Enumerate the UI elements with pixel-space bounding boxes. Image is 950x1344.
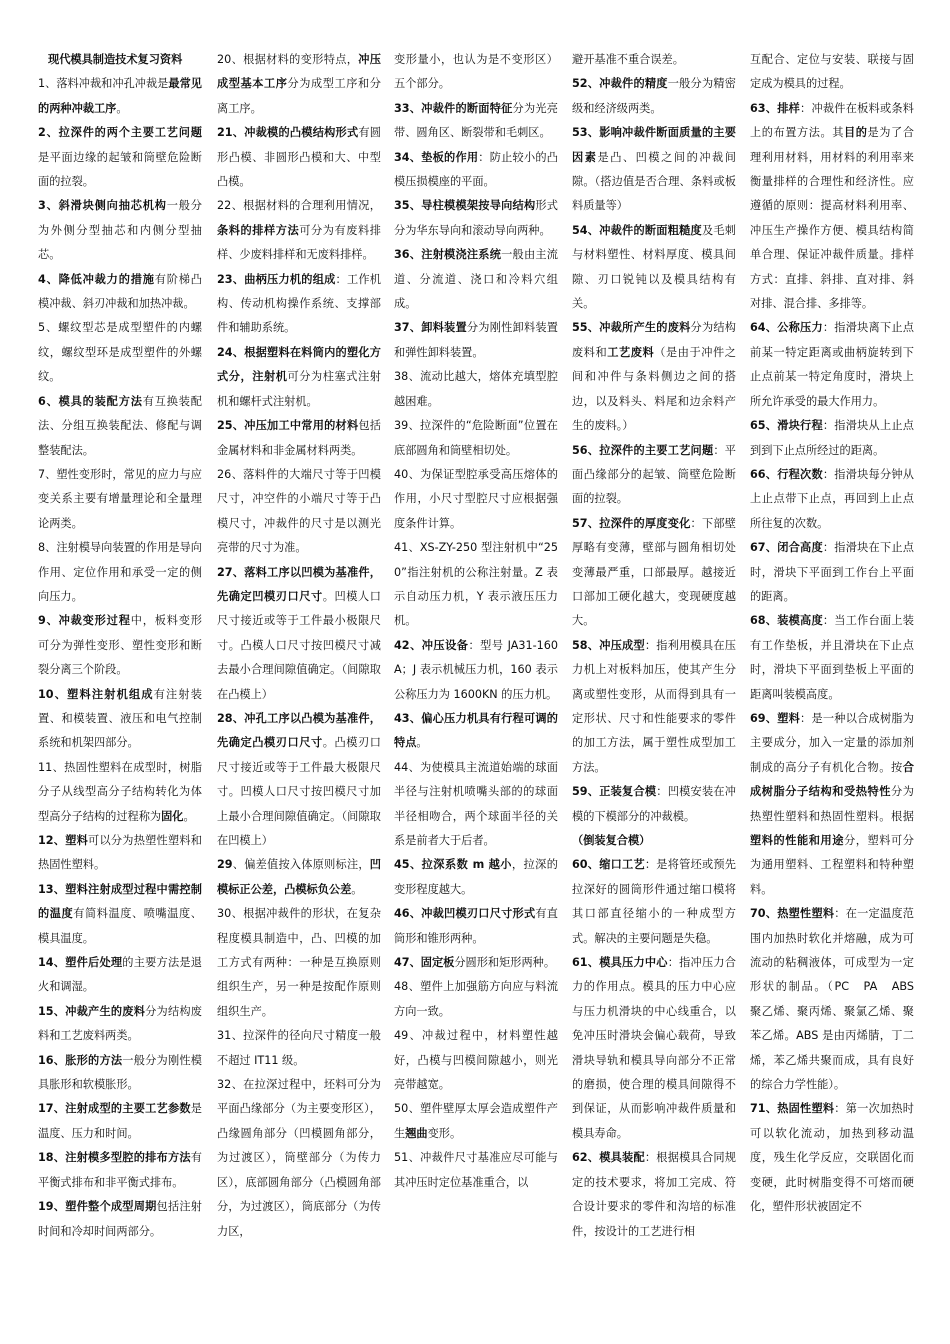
review-item [38,1000,202,1049]
review-item [38,756,202,829]
review-item [394,536,558,634]
body-text: 分为结构废料和工艺废料两类。 [38,1004,202,1043]
text-column-1 [38,48,202,1244]
body-text: 50、塑件壁厚太厚会造成塑件产生 [394,1102,558,1140]
body-text: 中，板料变形可分为弹性变形、塑性变形和断裂分离三个阶段。 [38,614,202,677]
key-term: 3、斜滑块侧向抽芯机构 [38,199,167,213]
review-item [38,829,202,878]
body-text: 分为结构废料和 [572,321,736,359]
review-item [217,341,381,414]
body-text: 分为成型工序和分离工序。 [217,77,381,115]
key-term: 53、影响冲裁件断面质量的主要因素 [572,126,736,164]
body-text: 30、根据冲裁件的形状，在复杂程度模具制造中，凸、凹模的加工方式有两种：一种是互换原则组织生产，另一种是按配作原则组织生产。 [217,907,381,1018]
body-text: 变形量小，也认为是不变形区）五个部分。 [394,53,558,91]
review-item [394,316,558,365]
body-text: ：工作机构、传动机构操作系统、支撑部件和辅助系统。 [217,272,381,335]
review-item [38,878,202,951]
review-item [217,463,381,561]
review-item [394,146,558,195]
body-text: 一般由主流道、分流道、浇口和冷料穴组成。 [394,248,558,311]
body-text: ：是将管坯或预先拉深好的圆筒形件通过缩口模将其口部直径缩小的一种成型方式。解决的主要问题是失稳。 [572,858,736,945]
key-term: （倒装复合模） [572,834,651,847]
review-item [394,48,558,97]
key-term: 59、正装复合模 [572,785,657,799]
review-item [394,853,558,902]
body-text: ：当工作台面上装有工作垫板，并且滑块在下止点时，滑块下平面到垫板上平面的距离叫装模高度。 [750,614,914,701]
body-text: 20、根据材料的变形特点， [217,53,359,66]
body-text: 5、螺纹型芯是成型塑件的内螺纹，螺纹型环是成型塑件的外螺纹。 [38,321,202,384]
key-term: 57、拉深件的厚度变化 [572,516,691,530]
body-text: 26、落料件的大端尺寸等于凹模尺寸，冲空件的小端尺寸等于凸模尺寸，冲裁件的尺寸是以测光亮带的尺寸为准。 [217,467,381,555]
body-text: 及毛刺与材料塑性、材料厚度、模具间隙、刃口锐钝以及模具结构有关。 [572,223,736,311]
body-text: 是温度、压力和时间。 [38,1102,202,1140]
review-item [750,707,914,902]
body-text: ：指利用模具在压力机上对板料加压，使其产生分离或塑性变形，从而得到具有一定形状、尺寸和性能要求的零件的加工方法，属于塑性成型加工方法。 [572,638,736,774]
text-column-2 [217,48,381,1244]
key-term: 33、冲裁件的断面特征 [394,101,513,115]
key-term: 56、拉深件的主要工艺问题 [572,443,714,457]
review-item [38,72,202,121]
body-text: 的主要方法是退火和调湿。 [38,956,202,994]
body-text: 可分为柱塞式注射机和螺杆式注射机。 [217,370,381,408]
body-text: 分为刚性卸料装置和弹性卸料装置。 [394,321,558,359]
body-text: 可以分为热塑性塑料和热固性塑料。 [38,834,202,872]
body-text: 、偏差值按入体原则标注， [232,858,370,872]
review-item [750,536,914,609]
text-column-4 [572,48,736,1244]
key-term: 16、胀形的方法 [38,1053,123,1067]
review-item [394,951,558,975]
review-item [38,268,202,317]
review-item [572,439,736,512]
key-term: 45、拉深系数 m 越小 [394,858,512,872]
body-text: ：指滑块离下止点前某一特定距离或曲柄旋转到下止点前某一特定角度时，滑块上所允许承受的最大作用力。 [750,321,914,408]
body-text: ：是一种以合成树脂为主要成分，加入一定量的添加剂制成的高分子有机化合物。按 [750,711,914,774]
body-text: 41、XS-ZY-250 型注射机中“250”指注射机的公称注射量。Z 表示自动压力机，Y 表示液压压力机。 [394,541,558,628]
review-item [572,72,736,121]
review-item [217,561,381,707]
body-text: 一般分为外侧分型抽芯和内侧分型抽芯。 [38,199,202,262]
review-item [217,707,381,853]
review-item [572,853,736,951]
review-item [394,902,558,951]
review-item [750,902,926,1097]
key-term: 66、行程次数 [750,467,823,481]
key-term: 63、排样 [750,101,801,115]
key-term: 61、模具压力中心 [572,956,668,970]
review-item [394,414,558,463]
body-text: 11、热固性塑料在成型时，树脂分子从线型高分子结构转化为体型高分子结构的过程称为 [38,760,202,823]
body-text: 变形。 [427,1126,462,1140]
body-text: 39、拉深件的“危险断面”位置在底部圆角和筒壁相切处。 [394,419,558,457]
review-item [750,97,914,317]
review-item [394,756,558,854]
key-term: 冲压成型基本工序 [217,53,381,91]
body-text: ：指冲压力合力的作用点。模具的压力中心应与压力机滑块的中心线重合，以免冲压时滑块会偏心载荷，导致滑块导轨和模具导向部分不正常的磨损，使合理的模具间隙得不到保证，从而影响冲裁件质量和模具寿命。 [572,956,736,1140]
text-column-3 [394,48,558,1195]
review-item [217,902,381,1024]
key-term: 29 [217,858,233,872]
review-item [750,463,914,536]
key-term: 2、拉深件的两个主要工艺问题 [38,126,202,140]
body-text: 。凹模人口尺寸接近或等于工件最小极限尺寸。凸模人口尺寸按凹模尺寸减去最小合理间隙值确定。（间隙取在凸模上） [217,589,381,701]
review-item [572,829,736,853]
key-term: 翘曲 [405,1126,428,1140]
key-term: 62、模具装配 [572,1151,645,1165]
body-text: 49、冲裁过程中，材料塑性越好，凸模与凹模间隙越小，则光亮带越宽。 [394,1029,558,1092]
review-item [572,219,736,317]
body-text: 包括金属材料和非金属材料两类。 [217,419,381,457]
body-text: 形式分为华东导向和滚动导向两种。 [394,199,558,237]
review-item [38,316,202,389]
review-item [217,1073,381,1244]
review-item [394,97,558,146]
body-text: 分为热塑性塑料和热固性塑料。根据 [750,785,914,823]
key-term: 24、根据塑料在料筒内的塑化方式分，注射机 [217,345,381,384]
body-text: 44、为使模具主流道始端的球面半径与注射机喷嘴头部的的球面半径相吻合，两个球面半径的关系是前者大于后者。 [394,760,558,847]
body-text: 48、塑件上加强筋方向应与料流方向一致。 [394,980,558,1018]
review-item [572,48,736,72]
key-term: 70、热塑性塑料 [750,907,835,921]
key-term: 18、注射模多型腔的排布方法 [38,1151,191,1165]
document-page [38,48,926,1328]
key-term: 25、冲压加工中常用的材料 [217,419,359,433]
review-item [38,194,202,267]
body-text: ：指滑块在下止点时，滑块下平面到工作台上平面的距离。 [750,541,914,603]
body-text: 。 [116,101,128,115]
body-text: 分为光亮带、圆角区、断裂带和毛刺区。 [394,101,558,140]
review-item [38,1049,202,1098]
review-item [38,536,202,609]
key-term: 54、冲裁件的断面粗糙度 [572,223,702,237]
review-item [38,121,202,194]
key-term: 27、落料工序以凹模为基准件，先确定凹模刃口尺寸 [217,565,381,603]
key-term: 58、冲压成型 [572,638,645,652]
review-item [38,1097,202,1146]
key-term: 34、垫板的作用 [394,150,479,164]
key-term: 64、公称压力 [750,321,823,335]
review-item [217,194,381,267]
key-term: 65、滑块行程 [750,419,823,433]
key-term: 43、偏心压力机具有行程可调的特点 [394,711,558,750]
body-text: 有互换装配法、分组互换装配法、修配与调整装配法。 [38,394,202,457]
review-item [750,48,914,97]
body-text: 8、注射模导向装置的作用是导向作用、定位作用和承受一定的侧向压力。 [38,541,202,603]
review-item [394,365,558,414]
review-item [394,1146,558,1195]
body-text: 有圆形凸模、非圆形凸模和大、中型凸模。 [217,126,381,189]
review-item [38,463,202,536]
body-text: 分，塑料可分为通用塑料、工程塑料和特种塑料。 [750,834,914,896]
body-text: 31、拉深件的径向尺寸精度一般不超过 IT11 级。 [217,1029,381,1067]
body-text: 分圆形和矩形两种。 [454,956,556,970]
body-text: 有阶梯凸模冲裁、斜刃冲裁和加热冲裁。 [38,272,202,311]
key-term: 12、塑料 [38,834,89,847]
key-term: 固化 [161,809,184,823]
body-text: 是凸、凹模之间的冲裁间隙。（搭边值是否合理、条料或板料质量等） [572,150,736,213]
key-term: 17、注射成型的主要工艺参数 [38,1102,191,1116]
text-column-5 [750,48,926,1220]
key-term: 14、塑件后处理 [38,956,123,970]
review-item [394,1024,558,1097]
key-term: 塑料的性能和用途 [750,834,845,847]
key-term: 凹模标正公差，凸模标负公差 [217,858,381,896]
key-term: 4、降低冲裁力的措施 [38,272,155,286]
key-term: 21、冲裁模的凸模结构形式 [217,126,359,140]
review-item [750,414,914,463]
key-term: 目的 [844,126,868,140]
review-item [217,48,381,121]
key-term: 工艺废料 [607,345,655,359]
body-text: ：下部壁厚略有变薄，壁部与圆角相切处变薄最严重，口部最厚。越接近口部加工硬化越大，变现硬度越大。 [572,516,736,628]
review-item [394,1097,558,1146]
body-text: 38、流动比越大，熔体充填型腔越困难。 [394,370,558,408]
body-text: 一般分为刚性模具胀形和软模胀形。 [38,1053,202,1092]
review-item [394,707,558,756]
key-term: 15、冲裁产生的废料 [38,1004,146,1018]
key-term: 55、冲裁所产生的废料 [572,321,691,335]
review-item [572,316,736,438]
body-text: 一般分为精密级和经济级两类。 [572,77,736,115]
review-item [394,463,558,536]
review-item [394,634,558,707]
body-text: ：指滑块每分钟从上止点带下止点，再回到上止点所往复的次数。 [750,467,914,530]
body-text: ：平面凸缘部分的起皱、筒壁危险断面的拉裂。 [572,443,736,506]
body-text: 包括注射时间和冷却时间两部分。 [38,1200,202,1238]
body-text: 是为了合理利用材料，用材料的利用率来衡量排样的合理性和经济性。应遵循的原则：提高材料利用率、冲压生产操作方便、模具结构简单合理、保证冲裁件质量。排样方式：直排、斜排、直对排、斜对排、混合排、多排等。 [750,126,914,311]
body-text: 互配合、定位与安装、联接与固定成为模具的过程。 [750,53,914,91]
review-item [750,1097,914,1219]
review-item [394,975,558,1024]
key-term: 最常见的两种冲裁工序 [38,77,202,115]
body-text: 7、塑性变形时，常见的应力与应变关系主要有增量理论和全量理论两类。 [38,467,202,530]
review-item [38,609,202,682]
key-term: 35、导柱模模架按导向结构 [394,199,536,213]
document-title: 现代模具制造技术复习资料 [48,53,183,66]
body-text: 有简料温度、喷嘴温度、模具温度。 [38,907,202,945]
review-item [572,1146,736,1244]
review-item [217,414,381,463]
review-item [394,194,558,243]
body-text: 22、根据材料的合理利用情况， [217,199,381,213]
review-item [38,390,202,463]
body-text: ：在一定温度范围内加热时软化并熔融，成为可流动的粘稠液体，可成型为一定形状的制品。（PC PA ABS 聚乙烯、聚丙烯、聚氯乙烯、聚苯乙烯。ABS 是由丙烯腈，丁二烯，苯乙烯共聚而成，具有良好的综合力学性能）。 [750,907,926,1092]
body-text: 40、为保证型腔承受高压熔体的作用，小尺寸型腔尺寸应根据强度条件计算。 [394,467,558,530]
review-item [38,951,202,1000]
review-item [217,1024,381,1073]
body-text: 1、落料冲裁和冲孔冲裁是 [38,77,169,91]
body-text: ：指滑块从上止点到到下止点所经过的距离。 [750,419,914,457]
key-term: 9、冲裁变形过程 [38,614,131,628]
body-text: ：型号 JA31-160A；J 表示机械压力机，160 表示公称压力为 1600KN 的压力机。 [394,638,558,701]
key-term: 46、冲裁凹模刃口尺寸形式 [394,907,536,921]
body-text: 。 [183,809,195,823]
review-item [572,634,736,780]
body-text: 有平衡式排布和非平衡式排布。 [38,1151,202,1189]
body-text: ：防止较小的凸模压损模座的平面。 [394,150,558,189]
body-text: 。凸模刃口尺寸接近或等于工件最大极限尺寸。凹模人口尺寸按凹模尺寸加上最小合理间隙值确定。（间隙取在凹模上） [217,736,381,847]
key-term: 47、固定板 [394,956,455,970]
body-text: 有注射装置、和模装置、液压和电气控制系统和机架四部分。 [38,687,202,750]
body-text: 是平面边缘的起皱和筒壁危险断面的拉裂。 [38,150,202,189]
key-term: 67、闭合高度 [750,541,823,555]
key-term: 68、装模高度 [750,614,823,628]
review-item [750,609,914,707]
body-text: （是由于冲件之间和冲件与条料侧边之间的搭边，以及料头、料尾和边余料产生的废料。） [572,345,736,433]
body-text: 可分为有废料排样、少废料排样和无废料排样。 [217,223,381,262]
review-item [38,683,202,756]
review-item [38,1146,202,1195]
key-term: 19、塑件整个成型周期 [38,1200,157,1214]
key-term: 69、塑料 [750,711,801,725]
body-text: ：第一次加热时可以软化流动，加热到移动温度，残生化学反应，交联固化而变硬，此时树脂变得不可熔而硬化，塑件形状被固定不 [750,1102,914,1214]
body-text: 避开基准不重合误差。 [572,53,684,66]
body-text: 32、在拉深过程中，坯料可分为平面凸缘部分（为主要变形区），凸缘圆角部分（凹模圆角部分，为过渡区），筒壁部分（为传力区），底部圆角部分（凸模圆角部分，为过渡区），筒底部分（为传力区， [217,1078,381,1238]
key-term: 条料的排样方法 [217,223,300,237]
key-term: 71、热固性塑料 [750,1102,835,1116]
review-item [572,951,736,1146]
review-item [572,121,736,219]
review-item [572,780,736,829]
review-item [394,243,558,316]
review-item [217,121,381,194]
key-term: 42、冲压设备 [394,638,469,652]
body-text: 。 [416,736,428,750]
review-item [750,316,914,414]
key-term: 13、塑料注射成型过程中需控制的温度 [38,882,202,921]
body-text: ：冲裁件在板料或条料上的布置方法。其 [750,101,914,140]
review-item [572,512,736,634]
body-text: ：凹模安装在冲模的下模部分的冲裁模。 [572,785,736,823]
review-item [38,1195,202,1244]
body-text: 。 [351,882,363,896]
review-item [217,853,381,902]
body-text: ：根据模具合同规定的技术要求，将加工完成、符合设计要求的零件和沟培的标准件，按设计的工艺进行相 [572,1151,736,1238]
body-text: 有直筒形和锥形两种。 [394,907,558,945]
key-term: 10、塑料注射机组成 [38,687,154,701]
key-term: 60、缩口工艺 [572,858,645,872]
key-term: 23、曲柄压力机的组成 [217,272,336,286]
body-text: 51、冲裁件尺寸基准应尽可能与其冲压时定位基准重合，以 [394,1151,558,1189]
key-term: 52、冲裁件的精度 [572,77,668,91]
key-term: 合成树脂分子结构和受热特性 [750,760,914,799]
key-term: 37、卸料装置 [394,321,467,335]
key-term: 28、冲孔工序以凸模为基准件，先确定凸模刃口尺寸 [217,711,381,750]
body-text: ，拉深的变形程度越大。 [394,858,558,896]
key-term: 36、注射模浇注系统 [394,248,502,262]
review-item [217,268,381,341]
key-term: 6、模具的装配方法 [38,394,143,408]
